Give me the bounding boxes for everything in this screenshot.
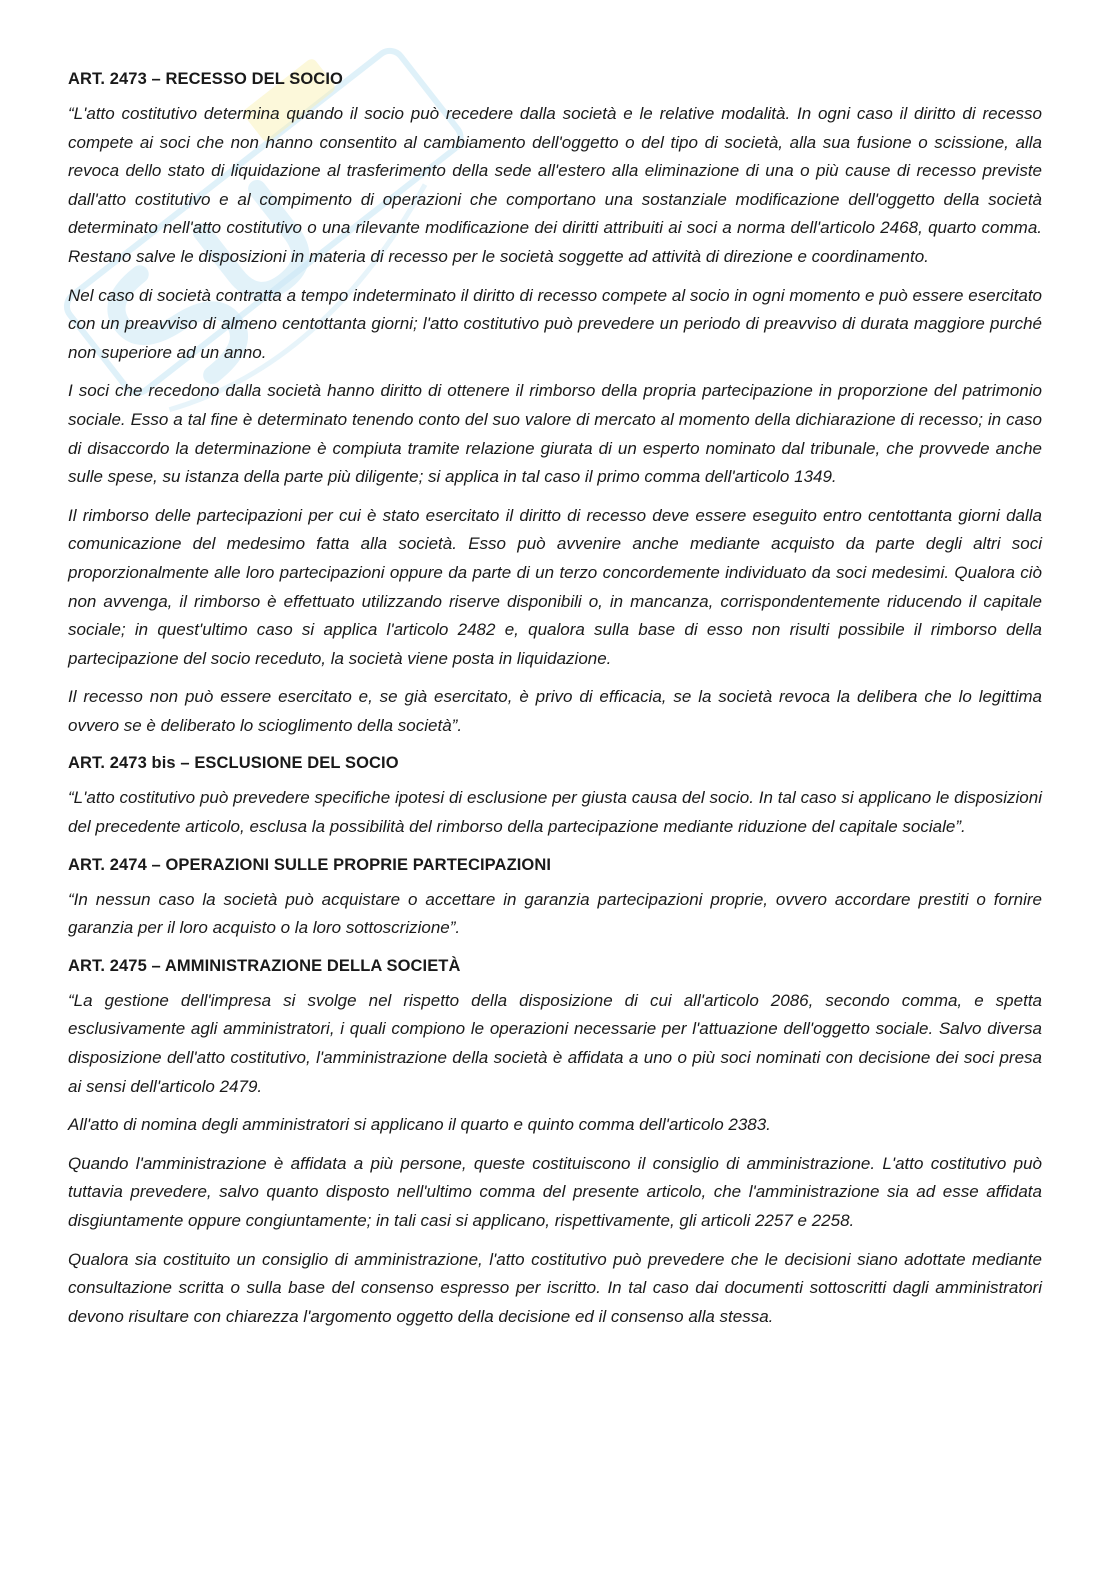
article-2473 xyxy=(68,66,1042,740)
article-paragraph: All'atto di nomina degli amministratori si applicano il quarto e quinto comma dell'articolo 2383. xyxy=(68,1115,771,1135)
article-paragraph: Quando l'amministrazione è affidata a più persone, queste costituiscono il consiglio di amministrazione. L'atto costitutivo può tuttavia prevedere, salvo quanto disposto nell'ultimo comma del presente articolo, che l'amministrazione sia ad esse affidata disgiuntamente oppure congiuntamente; in tali casi si applicano, rispettivamente, gli articoli 2257 e 2258. xyxy=(68,1153,1042,1230)
article-heading: ART. 2473 – RECESSO DEL SOCIO xyxy=(68,70,343,88)
article-paragraph: Il recesso non può essere esercitato e, se già esercitato, è privo di efficacia, se la società revoca la delibera che lo legittima ovvero se è deliberato lo scioglimento della società”. xyxy=(68,687,1042,735)
article-paragraph: “L'atto costitutivo può prevedere specifiche ipotesi di esclusione per giusta causa del socio. In tal caso si applicano le disposizioni del precedente articolo, esclusa la possibilità del rimborso della partecipazione mediante riduzione del capitale sociale”. xyxy=(68,788,1042,837)
article-heading: ART. 2475 – AMMINISTRAZIONE DELLA SOCIETÀ xyxy=(68,956,461,975)
article-heading: ART. 2473 bis – ESCLUSIONE DEL SOCIO xyxy=(68,754,399,773)
article-2473-bis xyxy=(68,750,1042,841)
article-paragraph: Nel caso di società contratta a tempo indeterminato il diritto di recesso compete al socio in ogni momento e può essere esercitato con un preavviso di almeno centottanta giorni; l'atto costitutivo può prevedere un periodo di preavviso di durata maggiore purché non superiore ad un anno. xyxy=(68,285,1042,362)
article-paragraph: I soci che recedono dalla società hanno diritto di ottenere il rimborso della propria partecipazione in proporzione del patrimonio sociale. Esso a tal fine è determinato tenendo conto del suo valore di mercato al momento della dichiarazione di recesso; in caso di disaccordo la determinazione è compiuta tramite relazione giurata di un esperto nominato dal tribunale, che provvede anche sulle spese, su istanza della parte più diligente; si applica in tal caso il primo comma dell'articolo 1349. xyxy=(68,381,1042,487)
article-paragraph: “L'atto costitutivo determina quando il socio può recedere dalla società e le relative modalità. In ogni caso il diritto di recesso compete ai soci che non hanno consentito al cambiamento dell'oggetto o del tipo di società, alla sua fusione o scissione, alla revoca dello stato di liquidazione al trasferimento della sede all'estero alla eliminazione di una o più cause di recesso previste dall'atto costitutivo e al compimento di operazioni che comportano una sostanziale modificazione dell'oggetto della società determinato nell'atto costitutivo o una rilevante modificazione dei diritti attribuiti ai soci a norma dell'articolo 2468, quarto comma. Restano salve le disposizioni in materia di recesso per le società soggette ad attività di direzione e coordinamento. xyxy=(68,104,1042,266)
article-heading: ART. 2474 – OPERAZIONI SULLE PROPRIE PARTECIPAZIONI xyxy=(68,855,552,874)
article-paragraph: Il rimborso delle partecipazioni per cui è stato esercitato il diritto di recesso deve essere eseguito entro centottanta giorni dalla comunicazione del medesimo fatta alla società. Esso può avvenire anche mediante acquisto da parte degli altri soci proporzionalmente alle loro partecipazioni oppure da parte di un terzo concordemente individuato da soci medesimi. Qualora ciò non avvenga, il rimborso è effettuato utilizzando riserve disponibili o, in mancanza, corrispondentemente riducendo il capitale sociale; in quest'ultimo caso si applica l'articolo 2482 e, qualora sulla base di esso non risulti possibile il rimborso della partecipazione del socio receduto, la società viene posta in liquidazione. xyxy=(68,505,1042,668)
document-page xyxy=(68,66,1042,1341)
article-paragraph: “In nessun caso la società può acquistare o accettare in garanzia partecipazioni proprie, ovvero accordare prestiti o fornire garanzia per il loro acquisto o la loro sottoscrizione”. xyxy=(68,889,1042,938)
article-paragraph: Qualora sia costituito un consiglio di amministrazione, l'atto costitutivo può prevedere che le decisioni siano adottate mediante consultazione scritta o sulla base del consenso espresso per iscritto. In tal caso dai documenti sottoscritti dagli amministratori devono risultare con chiarezza l'argomento oggetto della decisione ed il consenso alla stessa. xyxy=(68,1249,1042,1326)
article-2475 xyxy=(68,953,1042,1332)
article-2474 xyxy=(68,852,1042,943)
article-paragraph: “La gestione dell'impresa si svolge nel rispetto della disposizione di cui all'articolo 2086, secondo comma, e spetta esclusivamente agli amministratori, i quali compiono le operazioni necessarie per l'attuazione dell'oggetto sociale. Salvo diversa disposizione dell'atto costitutivo, l'amministrazione della società è affidata a uno o più soci nominati con decisione dei soci presa ai sensi dell'articolo 2479. xyxy=(68,990,1042,1096)
